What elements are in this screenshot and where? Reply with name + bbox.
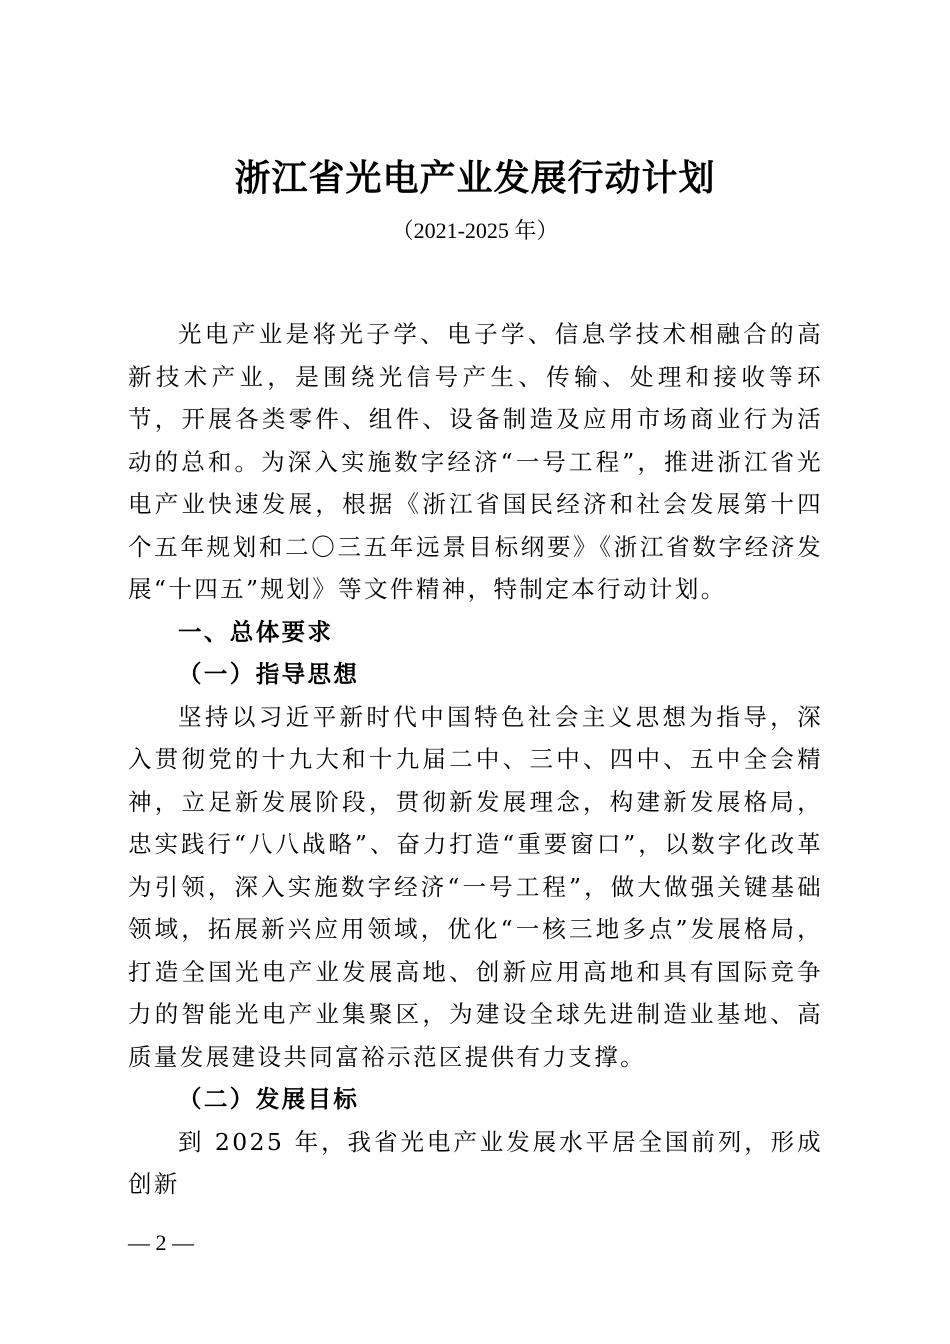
document-title: 浙江省光电产业发展行动计划 bbox=[234, 157, 716, 199]
guiding-ideology-paragraph: 坚持以习近平新时代中国特色社会主义思想为指导，深入贯彻党的十九大和十九届二中、三中、四中、五中全会精神，立足新发展阶段，贯彻新发展理念，构建新发展格局，忠实践行“八八战略”、奋力打造“重要窗口”，以数字化改革为引领，深入实施数字经济“一号工程”，做大做强关键基础领域，拓展新兴应用领域，优化“一核三地多点”发展格局，打造全国光电产业发展高地、创新应用高地和具有国际竞争力的智能光电产业集聚区，为建设全球先进制造业基地、高质量发展建设共同富裕示范区提供有力支撑。 bbox=[128, 702, 823, 1071]
page-number: — 2 — bbox=[128, 1230, 194, 1255]
subsection-heading-guiding-ideology: （一）指导思想 bbox=[178, 660, 360, 688]
document-body bbox=[128, 313, 823, 1206]
subsection-heading-development-goals: （二）发展目标 bbox=[178, 1085, 360, 1113]
section-heading-general-requirements: 一、总体要求 bbox=[178, 617, 334, 646]
document-subtitle: （2021-2025 年） bbox=[391, 218, 559, 243]
intro-paragraph: 光电产业是将光子学、电子学、信息学技术相融合的高新技术产业，是围绕光信号产生、传输、处理和接收等环节，开展各类零件、组件、设备制造及应用市场商业行为活动的总和。为深入实施数字经济“一号工程”，推进浙江省光电产业快速发展，根据《浙江省国民经济和社会发展第十四个五年规划和二〇三五年远景目标纲要》《浙江省数字经济发展“十四五”规划》等文件精神，特制定本行动计划。 bbox=[128, 320, 823, 603]
development-goals-paragraph: 到 2025 年，我省光电产业发展水平居全国前列，形成创新 bbox=[128, 1127, 823, 1198]
